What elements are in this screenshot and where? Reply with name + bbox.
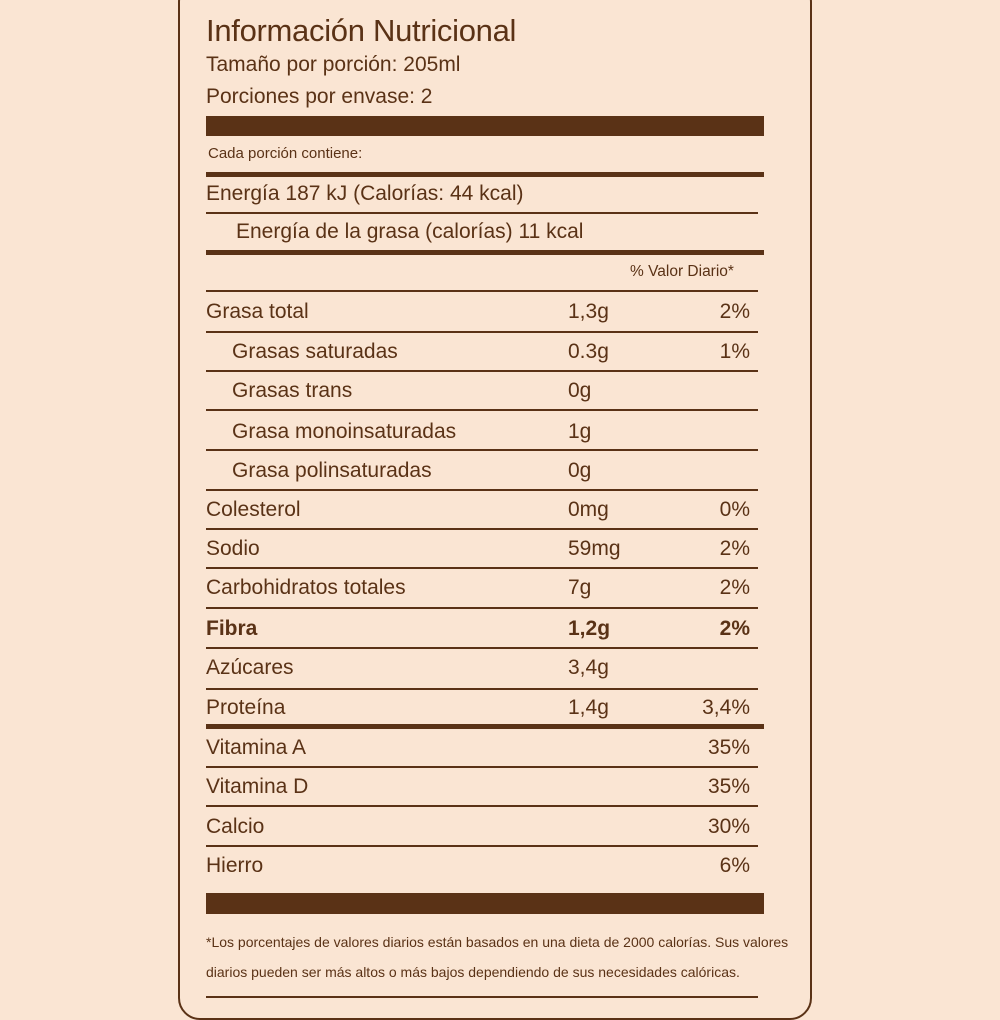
nutrient-daily-value: 30% xyxy=(707,815,750,838)
row-divider xyxy=(206,449,758,451)
nutrient-daily-value: 0% xyxy=(719,498,750,521)
nutrient-row-grasa-monoinsaturadas xyxy=(206,418,758,446)
nutrient-row-grasas-trans xyxy=(206,377,758,405)
nutrient-amount: 1,4g xyxy=(568,696,609,719)
nutrient-amount: 7g xyxy=(568,576,592,599)
row-divider xyxy=(206,805,758,807)
nutrient-row-grasa-total xyxy=(206,298,758,326)
nutrient-row-colesterol xyxy=(206,496,758,524)
nutrient-amount: 3,4g xyxy=(568,656,609,679)
nutrient-row-grasa-polinsaturadas xyxy=(206,457,758,485)
nutrient-name: Fibra xyxy=(206,617,258,640)
thick-divider xyxy=(206,116,764,136)
energy-value: Energía 187 kJ (Calorías: 44 kcal) xyxy=(206,182,524,205)
nutrient-amount: 0mg xyxy=(568,498,609,521)
nutrient-amount: 0g xyxy=(568,459,592,482)
nutrient-daily-value: 6% xyxy=(719,854,750,877)
nutrient-daily-value: 1% xyxy=(719,340,750,363)
row-divider xyxy=(206,647,758,649)
nutrient-amount: 0g xyxy=(568,379,592,402)
nutrient-name: Grasas trans xyxy=(232,379,353,402)
row-divider xyxy=(206,489,758,491)
footnote-line-2: diarios pueden ser más altos o más bajos dependiendo de sus necesidades calóricas. xyxy=(206,964,740,980)
nutrient-name: Azúcares xyxy=(206,656,294,679)
serving-size: Tamaño por porción: 205ml xyxy=(206,53,461,76)
nutrient-row-hierro xyxy=(206,852,758,880)
row-divider xyxy=(206,409,758,411)
nutrient-name: Proteína xyxy=(206,696,286,719)
nutrient-name: Grasa monoinsaturadas xyxy=(232,420,457,443)
nutrient-daily-value: 2% xyxy=(719,617,750,640)
nutrient-name: Vitamina A xyxy=(206,736,307,759)
row-divider xyxy=(206,607,758,609)
nutrient-name: Grasa total xyxy=(206,300,309,323)
row-divider xyxy=(206,688,758,690)
label-title: Información Nutricional xyxy=(206,13,517,48)
nutrient-row-fibra xyxy=(206,615,758,643)
nutrient-row-sodio xyxy=(206,535,758,563)
daily-value-header: % Valor Diario* xyxy=(630,263,734,280)
nutrient-daily-value: 2% xyxy=(719,576,750,599)
row-divider xyxy=(206,290,758,292)
nutrient-amount: 1g xyxy=(568,420,592,443)
bottom-divider xyxy=(206,996,758,998)
nutrient-name: Grasa polinsaturadas xyxy=(232,459,432,482)
nutrient-name: Hierro xyxy=(206,854,264,877)
nutrient-row-grasas-saturadas xyxy=(206,338,758,366)
servings-per-container: Porciones por envase: 2 xyxy=(206,85,433,108)
nutrient-name: Grasas saturadas xyxy=(232,340,398,363)
divider xyxy=(206,250,764,255)
nutrient-amount: 1,3g xyxy=(568,300,609,323)
nutrient-row-carbohidratos xyxy=(206,574,758,602)
nutrient-amount: 1,2g xyxy=(568,617,611,640)
nutrient-daily-value: 3,4% xyxy=(702,696,750,719)
row-divider xyxy=(206,845,758,847)
nutrient-name: Carbohidratos totales xyxy=(206,576,406,599)
nutrient-name: Vitamina D xyxy=(206,775,309,798)
per-serving-label: Cada porción contiene: xyxy=(208,145,363,162)
divider xyxy=(206,724,764,729)
nutrient-row-vitamina-a xyxy=(206,734,758,762)
nutrient-row-proteina xyxy=(206,694,758,722)
nutrient-amount: 0.3g xyxy=(568,340,609,363)
nutrient-daily-value: 35% xyxy=(707,736,750,759)
row-divider xyxy=(206,212,758,214)
nutrient-name: Sodio xyxy=(206,537,260,560)
nutrient-row-azucares xyxy=(206,654,758,682)
nutrient-row-calcio xyxy=(206,813,758,841)
nutrient-name: Colesterol xyxy=(206,498,301,521)
nutrient-daily-value: 2% xyxy=(719,537,750,560)
nutrient-daily-value: 35% xyxy=(707,775,750,798)
nutrient-row-vitamina-d xyxy=(206,773,758,801)
energy-from-fat: Energía de la grasa (calorías) 11 kcal xyxy=(236,220,584,243)
row-divider xyxy=(206,567,758,569)
row-divider xyxy=(206,331,758,333)
footnote-line-1: *Los porcentajes de valores diarios están basados en una dieta de 2000 calorías. Sus valores xyxy=(206,934,789,950)
divider xyxy=(206,172,764,177)
nutrient-name: Calcio xyxy=(206,815,265,838)
thick-divider xyxy=(206,893,764,914)
row-divider xyxy=(206,766,758,768)
nutrient-daily-value: 2% xyxy=(719,300,750,323)
row-divider xyxy=(206,528,758,530)
nutrient-amount: 59mg xyxy=(568,537,621,560)
row-divider xyxy=(206,370,758,372)
